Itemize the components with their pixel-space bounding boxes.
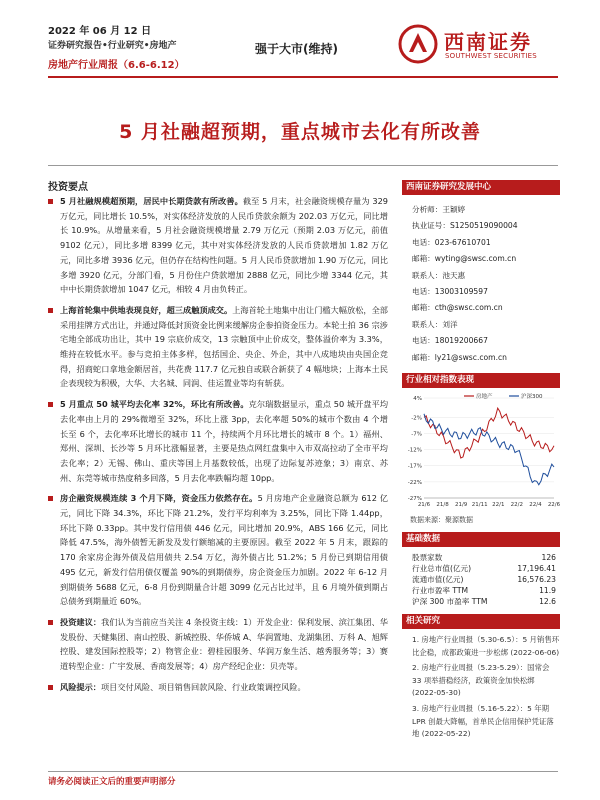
logo-mark-icon	[398, 24, 438, 64]
chart-xtick-label: 22/4	[529, 502, 542, 509]
related-research-link[interactable]: 3. 房地产行业周报（5.16-5.22）：5 年期 LPR 创最大降幅，首单民企信用保护凭证落地 (2022-05-22)	[412, 704, 554, 739]
relative-index-chart	[402, 388, 560, 513]
stat-label: 股票家数	[412, 553, 443, 563]
logo-text-en: SOUTHWEST SECURITIES	[445, 52, 537, 60]
stat-value: 11.9	[539, 586, 556, 596]
analyst-phone: 电话：023-67610701	[412, 237, 491, 247]
chart-xtick-label: 21/8	[436, 502, 449, 509]
key-point-paragraph	[48, 194, 388, 297]
contact-email[interactable]: 邮箱：ly21@swsc.com.cn	[412, 352, 507, 362]
related-research-header: 相关研究	[402, 614, 560, 629]
key-points-heading: 投资要点	[48, 182, 88, 193]
bullet-icon	[48, 402, 53, 407]
key-point-text: 我们认为当前应当关注 4 条投资主线：1）开发企业：保利发展、滨江集团、华发股份、天健集团、南山控股、新城控股、华侨城 A、华润置地、龙湖集团、万科 A、旭辉控股、建发国际控股等；2）物管企业：碧桂园服务、华润万象生活、越秀服务等；3）赛道转型企业：广宇发展、香商发展等；4）房产经纪企业：贝壳等。	[60, 616, 388, 672]
contact-name: 联系人：刘洋	[412, 319, 458, 329]
key-point-lead: 5 月社融规模超预期，居民中长期贷款有所改善。	[60, 196, 243, 206]
analyst-name: 分析师：王颖婷	[412, 205, 466, 214]
stat-value: 16,576.23	[517, 575, 556, 585]
stat-label: 沪深 300 市盈率 TTM	[412, 597, 488, 607]
chart-header: 行业相对指数表现	[402, 373, 560, 388]
chart-source: 数据来源：聚源数据	[410, 516, 473, 525]
stat-value: 17,196.41	[517, 564, 556, 574]
chart-series-line-property	[424, 408, 554, 458]
stat-row	[402, 585, 560, 596]
stat-label: 流通市值(亿元)	[412, 575, 464, 585]
related-research-link[interactable]: 1. 房地产行业周报（5.30-6.5）：5 月销售环比企稳，成都政策进一步松绑 (2022-06-06)	[412, 635, 560, 657]
key-point-paragraph	[48, 397, 388, 485]
stat-label: 行业市盈率 TTM	[412, 586, 469, 596]
chart-legend-label: 沪深300	[521, 394, 543, 401]
footer-disclaimer: 请务必阅读正文后的重要声明部分	[48, 777, 176, 787]
report-type: 证券研究报告•行业研究•房地产	[48, 41, 177, 51]
key-point-text: 上海首轮土地集中出让门槛大幅放松，全部采用挂牌方式出让，并通过降低封顶资金比例来缓解房企参拍资金压力。本轮土拍 36 宗涉宅地全部成功出让，其中 19 宗底价成交，13 宗触顶中止价成交，整体溢价率为 3.3%，维持在较低水平。参与竞拍主体多样，包括国企、央企、外企，其中八成地块由央国企竞得，招商蛇口拿地金额居首，共花费 117.7 亿元独自或联合新获了 4 幅地块；上海本土民企表现较为积极，大华、大名城、同润、佳运置业等均有斩获。	[60, 304, 388, 389]
bullet-icon	[48, 685, 53, 690]
stat-row	[402, 563, 560, 574]
report-name: 房地产行业周报（6.6-6.12）	[48, 60, 185, 71]
bullet-icon	[48, 620, 53, 625]
key-point-text: 5 月房地产企业融资总额为 612 亿元，同比下降 34.3%，环比下降 21.2%，发行平均利率为 3.25%，同比下降 1.44pp，环比下降 0.33pp。其中发行信用债 446 亿元，同比增加 20.9%，ABS 166 亿元，同比降低 47.5%，海外债暂无新发及发行额缩减的主要原因。截至 2022 年 5 月末，跟踪的 170 余家房企海外债及信用债共 2.54 万亿，海外债占比 51.2%；5 月份已到期信用债 495 亿元，新发行信用债仅覆盖 90%的到期债券，房企资金压力加剧。2022 年 6-12 月到期债务 5688 亿元，6-8 月份到期量合计超 3099 亿元占比过半，且 6 月境外债到期占总债务到期量近 60%。	[60, 493, 388, 607]
chart-ytick-label: -2%	[411, 415, 422, 422]
chart-xtick-label: 21/6	[417, 502, 431, 509]
chart-ytick-label: -22%	[407, 479, 422, 486]
chart-series-line-csi300	[424, 414, 554, 485]
bullet-icon	[48, 308, 53, 313]
stat-value: 126	[541, 553, 556, 563]
chart-ytick-label: -12%	[407, 447, 422, 454]
stat-label: 行业总市值(亿元)	[412, 564, 472, 574]
report-date: 2022 年 06 月 12 日	[48, 26, 152, 37]
chart-legend-label: 房地产	[476, 394, 493, 401]
bullet-icon	[48, 496, 53, 501]
stat-value: 12.6	[539, 597, 556, 607]
stats-header: 基础数据	[402, 532, 560, 547]
chart-xtick-label: 22/1	[492, 502, 505, 509]
key-point-text: 截至 5 月末，社会融资规模存量为 329 万亿元，同比增长 10.5%，对实体经济发放的人民币贷款余额为 202.03 万亿元，同比增长 10.9%。从增量来看，5 月社会融资规模增量 2.79 万亿元（预期 2.03 万亿元，前值 9102 亿元），同比多增 8399 亿元，其中对实体经济发放的人民币贷款增加 1.82 万亿元，同比多增 3936 亿元，但仍存在结构性问题。5 月人民币贷款增加 1.90 万亿元，同比多增 3920 亿元，分部门看，5 月份住户贷款增加 2888 亿元，同比少增 3344 亿元，其中中长期贷款增加 1047 亿元，相较 4 月由负转正。	[60, 196, 388, 295]
stat-row	[402, 552, 560, 563]
bullet-icon	[48, 199, 53, 204]
key-point-lead: 投资建议：	[60, 616, 102, 627]
stat-row	[402, 574, 560, 585]
key-point-lead: 风险提示：	[60, 681, 101, 692]
chart-xtick-label: 22/6	[547, 502, 560, 509]
sidebar	[402, 180, 560, 744]
chart-xtick-label: 21/9	[454, 502, 468, 509]
contact-phone: 电话：13003109597	[412, 287, 488, 297]
footer-divider	[48, 771, 558, 772]
header-divider	[48, 76, 558, 78]
key-point-lead: 5 月重点 50 城平均去化率 32%，环比有所改善。	[60, 399, 249, 410]
chart-xtick-label: 21/11	[471, 502, 488, 509]
contact-email[interactable]: 邮箱：cth@swsc.com.cn	[412, 303, 503, 313]
key-point-paragraph	[48, 680, 388, 695]
industry-rating: 强于大市(维持)	[255, 42, 338, 56]
chart-xtick-label: 22/2	[510, 502, 524, 509]
title-divider	[48, 165, 558, 166]
company-logo	[398, 24, 558, 66]
chart-ytick-label: -7%	[411, 431, 422, 438]
chart-ytick-label: -27%	[407, 496, 422, 503]
chart-ytick-label: 4%	[413, 396, 422, 403]
key-point-lead: 上海首轮集中供地表现良好，超三成触顶成交。	[60, 304, 233, 315]
key-point-text: 项目交付风险、项目销售回款风险、行业政策调控风险。	[100, 681, 306, 692]
key-point-paragraph	[48, 615, 388, 674]
contact-name: 联系人：池天惠	[412, 270, 466, 280]
related-research-link[interactable]: 2. 房地产行业周报（5.23-5.29）：国常会 33 项举措稳经济，政策资金加快松绑 (2022-05-30)	[412, 663, 550, 698]
key-point-text: 克尔瑞数据显示，重点 50 城开盘平均去化率由上月的 29%微增至 32%，环比上涨 3pp，去化率超 50%的城市个数由 4 个增长至 6 个，去化率环比增长的城市 11 个，持续两个月环比增长的城市 8 个。1）福州、郑州、深圳、长沙等 5 月环比涨幅显著，主要是热点网红盘集中入市双高拉动了全市平均去化率；2）无锡、佛山、重庆等国上月基数较低，出现了边际复苏迹象；3）南京、苏州、东莞等城市热度稍多回落，5 月去化率跌幅均超 10pp。	[60, 399, 389, 483]
key-point-paragraph	[48, 303, 388, 391]
contact-phone: 电话：18019200667	[412, 336, 488, 346]
key-point-paragraph	[48, 491, 388, 609]
key-points-body	[48, 194, 388, 701]
stat-row	[402, 596, 560, 607]
logo-text-cn: 西南证券	[444, 30, 532, 54]
key-point-lead: 房企融资规模连续 3 个月下降，资金压力依然存在。	[60, 493, 258, 504]
chart-ytick-label: -17%	[407, 463, 422, 470]
analyst-email[interactable]: 邮箱：wyting@swsc.com.cn	[412, 254, 517, 264]
analyst-cert: 执业证号：S1250519090004	[412, 221, 518, 231]
report-title: 5 月社融超预期，重点城市去化有所改善	[119, 121, 481, 143]
research-team-header: 西南证券研究发展中心	[402, 180, 560, 195]
chart-svg	[402, 388, 560, 513]
